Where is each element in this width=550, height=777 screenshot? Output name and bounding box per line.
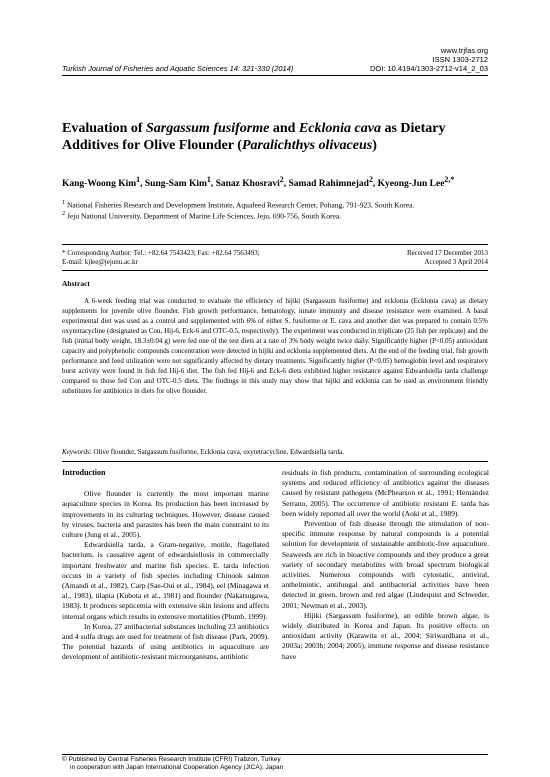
footer-line-2: in cooperation with Japan International Cooperation Agency (JICA), Japan [70,764,284,771]
publisher-footer [62,756,283,772]
affiliation-2: $^2$ Jeju National University, Department of Marine Life Sciences, Jeju, 690-756, South Korea. [62,210,342,221]
section-heading-introduction: Introduction [62,468,106,477]
intro-paragraph-3-cont: residuals in fish products, contamination of surrounding ecological systems and reduced efficiency of antibiotics against the diseases caused by resistant pathogens (McPhearson et al., 1991; Hernández Serrano, 2005). The occurrence of antibiotic resistant E. tarda has been widely reported all over the world (Aoki et al., 1989). [282,468,489,518]
article-title: Evaluation of Sargassum fusiforme and Ecklonia cava as Dietary Additives for Olive Flounder (Paralichthys olivaceus) [62,121,446,153]
meta-rule-bottom [62,270,488,271]
received-date: Received 17 December 2013 [406,249,488,257]
intro-paragraph-4: Prevention of fish disease through the stimulation of non-specific immune response by natural compounds is a potential solution for development of sustainable antibiotic-free aquaculture. Seaweeds are rich in bioactive compounds and they produce a great variety of secondary metabolites with broad spectrum biological activities. Numerous compounds with cytostatic, antiviral, anthelmintic, antifungal and antibacterial activities have been detected in green, brown and red algae (Lindequist and Schweder, 2001; Newman et al., 2003). [282,519,489,610]
author-name: Samad Rahimnejad [288,179,369,190]
author-name: Kang-Woong Kim [62,179,137,190]
header-rule [62,75,488,76]
abstract-text: A 6-week feeding trial was conducted to evaluate the efficiency of hijiki (Sargassum fusiforme) and ecklonia (Ecklonia cava) as dietary supplements for juvenile olive flounder. Fish growth performance, hematology, innate immunity and disease resistance were examined. A basal experimental diet was used as a control and supplemented with 6% of either S. fusiforme or E. cava and another diet was prepared to contain 0.5% oxytetracycline (designated as Con, Hij-6, Eck-6 and OTC-0.5, respectively). The experiment was conducted in triplicate (25 fish per replicate) and the fish (initial body weight, 18.3±0.04 g) were fed one of the test diets at a rate of 3% body weight twice daily. Significantly higher (P<0.05) antioxidant capacity and polyphenolic compounds concentration were detected in hijiki and ecklonia supplemented diets. At the end of the feeding trial, fish growth performance and feed utilization were not significantly affected by dietary treatments. Significantly higher (P<0.05) hemoglobin level and respiratory burst activity were found in fish fed Hij-6 diet. The fish fed Hij-6 and Eck-6 diets exhibited higher resistance against Edwardsiella tarda challenge compared to those fed Con and OTC-0.5 diets. The findings in this study may show that hijiki and ecklonia can be used as environment friendly substitutes for antibiotics in diets for olive flounder. [62,297,488,395]
affiliation-1: $^1$ National Fisheries Research and Development Institute, Aquafeed Research Center, Pohang, 791-923, South Korea. [62,199,415,210]
keywords: Keywords: Olive flounder, Sargassum fusiforme, Ecklonia cava, oxytetracycline, Edwardsiella tarda. [62,448,344,456]
journal-issn: ISSN 1303-2712 [432,55,488,64]
intro-paragraph-2: Edwardsiella tarda, a Gram-negative, motile, flagellated bacterium, is causative agent of edwardsiellosis in commercially important freshwater and marine fish species. E. tarda infection occurs in a variety of fish species including Chinook salmon (Amandi et al., 1982), Carp (Sae-Oui et al., 1984), eel (Minagawa et al., 1983), tilapia (Kubota et al., 1981) and flounder (Nakatsugawa, 1983). It produces septicemia with extensive skin lesions and affects internal organs which results in extensive mortalities (Plumb, 1999). [62,540,269,621]
author-affiliation-marker: 2,* [444,175,455,184]
intro-paragraph-1: Olive flounder is currently the most important marine aquaculture species in Korea. Its production has been increased by improvements in its culturing techniques. However, disease caused by viruses, bacteria and parasites has been the main constraint to its culture (Jung et al., 2005). [62,489,269,540]
correspondence-line-1: * Corresponding Author: Tel.: +82.64 7543423; Fax: +82.64 7563493; Received 17 December 2013 [62,249,488,257]
correspondence-line-2 [62,258,488,267]
accepted-date: Accepted 3 April 2014 [424,258,488,266]
author-name: Kyeong-Jun Lee [377,179,445,190]
author-list [62,175,454,189]
author-name: Sung-Sam Kim [144,179,207,190]
author-separator: , [283,179,289,190]
author-affiliation-marker: 1 [136,175,141,184]
author-affiliation-marker: 1 [206,175,211,184]
author-separator: , [372,179,378,190]
author-affiliation-marker: 2 [279,175,284,184]
footer-rule [62,754,488,755]
column-left [62,468,269,663]
author-name: Sanaz Khosravi [215,179,280,190]
intro-paragraph-3: In Korea, 27 antibacterial substances including 23 antibiotics and 4 sulfa drugs are used for treatment of fish disease (Park, 2009). The potential hazards of using antibiotics in aquaculture are development of antibiotic-resistant microorganisms, antibiotic [62,621,269,662]
column-right [282,468,489,662]
abstract-heading: Abstract [62,279,90,288]
author-separator: , [210,179,216,190]
footer-line-1: © Published by Central Fisheries Research Institute (CFRI) Trabzon, Turkey [62,756,281,763]
meta-rule-top [62,244,488,245]
doi[interactable]: DOI: 10.4194/1303-2712-v14_2_03 [369,64,488,73]
journal-website[interactable]: www.trjfas.org [440,46,488,55]
keywords-rule [62,461,488,462]
author-email[interactable]: E-mail: kjlee@jejunu.ac.kr [62,258,138,266]
author-affiliation-marker: 2 [368,175,373,184]
intro-paragraph-5: Hijiki (Sargassum fusiforme), an edible brown algae, is widely distributed in Korea and Japan. Its positive effects on antioxidant activity (Karawita et al., 2004; Siriwardhana et al., 2003a; 2003b; 2004; 2005), immune response and disease resistance have [282,610,489,661]
author-separator: , [140,179,145,190]
journal-citation: Turkish Journal of Fisheries and Aquatic Sciences 14: 321-330 (2014) [62,64,294,73]
